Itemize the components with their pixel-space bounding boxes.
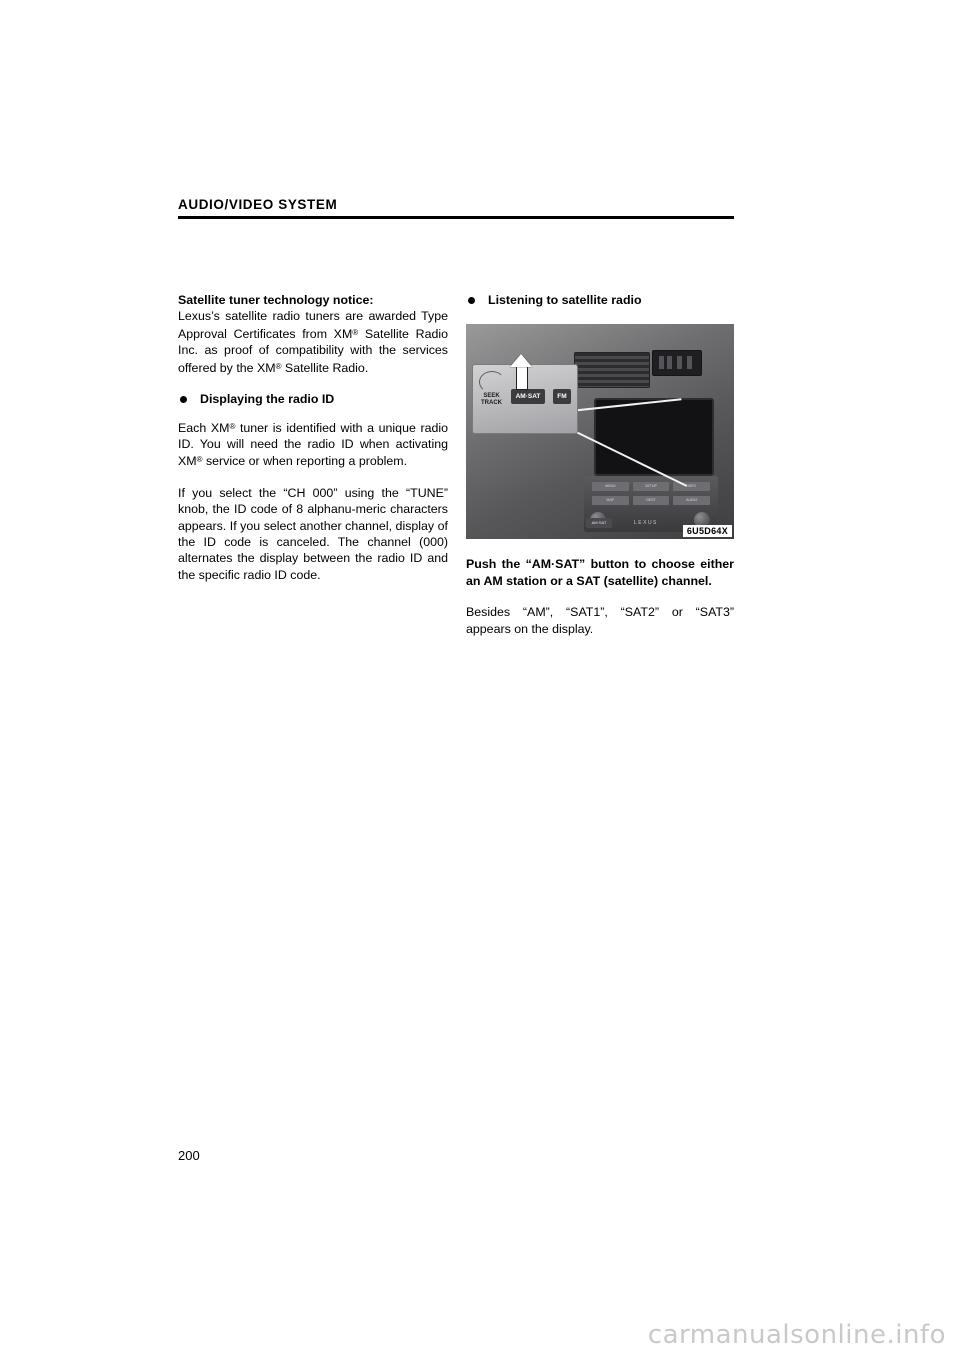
amsat-instruction: Push the “AM·SAT” button to choose either an AM station or a SAT (satellite) channel. [466,557,734,588]
spacer [466,539,734,556]
spacer [178,376,448,391]
tune-label: “TUNE” [406,485,448,500]
registered-icon: ® [229,421,236,431]
page-header-title: AUDIO/VIDEO SYSTEM [178,197,338,212]
amsat-button-detail: AM·SAT [511,389,545,404]
page-number: 200 [178,1148,200,1163]
dashboard-photo [466,324,734,539]
radio-id-text-2: tuner is identified with a unique radio ID. You will need the radio ID when activating XM [178,420,448,469]
bullet-dot-icon [468,297,475,304]
panel-button: SETUP [633,482,670,491]
dash-amsat-button: AM·SAT [586,518,612,528]
display-note: Besides “AM”, “SAT1”, “SAT2” or “SAT3” appears on the display. [466,605,734,636]
bullet-dot-icon [180,396,187,403]
spacer [178,470,448,485]
bullet-label: Listening to satellite radio [488,293,642,307]
left-column [178,292,448,583]
lexus-wordmark: LEXUS [634,520,658,527]
satellite-notice-body [178,308,448,376]
panel-button: MENU [592,482,629,491]
tune-text-1: If you select the “CH 000” using the [178,485,407,500]
tune-knob-paragraph [178,485,448,583]
spacer [178,408,448,419]
tune-text-2: knob, the ID code of 8 alphanu-meric characters appears. If you select another channel, display of the ID code is canceled. The channel (000) alternates the display between the radio ID and the specific radio ID code. [178,502,448,582]
right-column [466,292,734,637]
spacer [466,589,734,604]
panel-button: MAP [592,496,629,505]
fm-button-detail: FM [553,389,571,404]
notice-text-3: Satellite Radio. [281,360,369,375]
panel-button: INFO [673,482,710,491]
notice-text-1: Lexus’s satellite radio tuners are awarded Type Approval Certificates from XM [178,309,448,341]
radio-id-paragraph [178,419,448,470]
panel-button-row-bottom [592,496,710,505]
center-vent-icon [574,352,650,388]
radio-id-text-3: service or when reporting a problem. [202,454,408,469]
side-vent-icon [652,350,702,376]
knob-arc-icon [479,371,505,393]
bullet-displaying-radio-id [178,391,448,407]
seek-track-label: SEEK TRACK [481,393,502,407]
registered-icon: ® [352,327,359,337]
registered-icon: ® [275,361,282,371]
satellite-notice-heading: Satellite tuner technology notice: [178,293,374,307]
panel-button: AUDIO [673,496,710,505]
radio-id-text-1: Each XM [178,420,230,435]
bullet-listening-satellite-radio [466,292,734,308]
panel-button: DEST [633,496,670,505]
notice-text-2: Satellite Radio Inc. as proof of compatibility with the services offered by the XM [178,326,448,375]
header-divider [178,216,734,219]
site-watermark: carmanualsonline.info [647,1320,946,1350]
figure-code: 6U5D64X [683,525,732,537]
bullet-label: Displaying the radio ID [200,392,335,407]
registered-icon: ® [196,455,203,465]
navigation-screen [594,398,714,476]
panel-button-row-top [592,482,710,491]
